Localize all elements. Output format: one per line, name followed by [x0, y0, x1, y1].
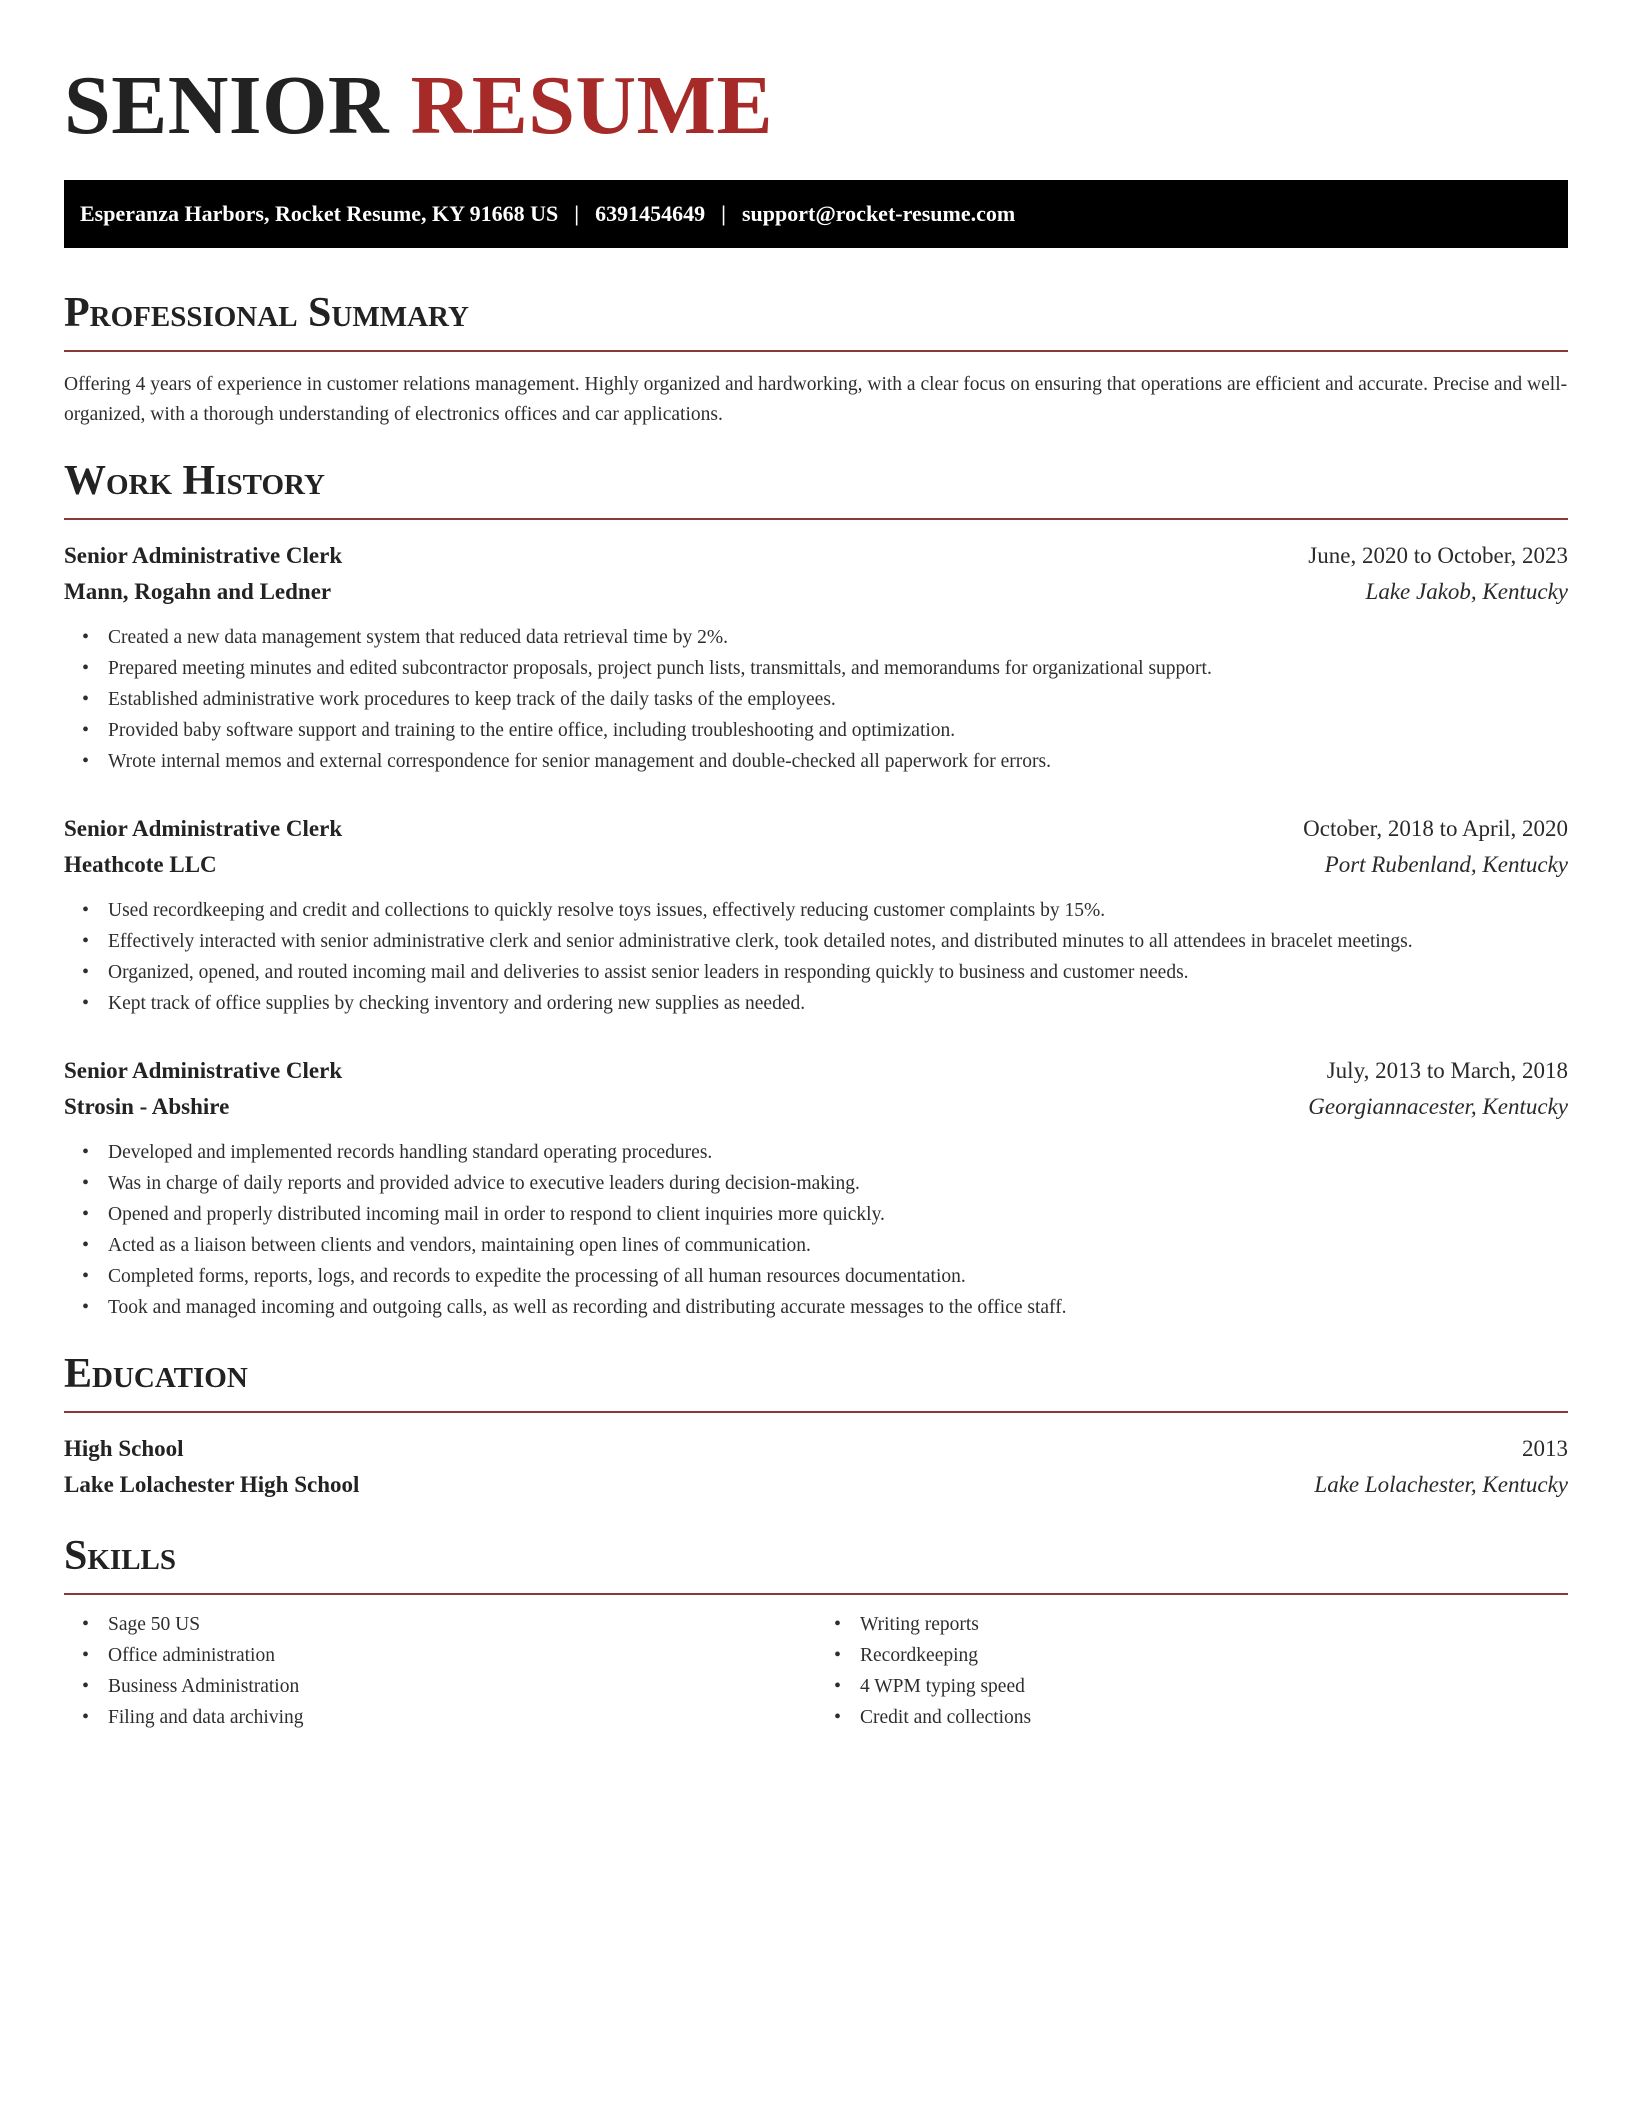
- job-bullet: • Effectively interacted with senior administrative clerk and senior administrative clerk, took detailed notes, and distributed minutes to all attendees in bracelet meetings.: [108, 926, 1568, 957]
- skills-column-left: [64, 1609, 816, 1733]
- job-dates: October, 2018 to April, 2020: [1303, 816, 1568, 841]
- skill-item: • 4 WPM typing speed: [860, 1671, 1568, 1702]
- education-school: Lake Lolachester High School: [64, 1472, 360, 1497]
- contact-separator: |: [721, 201, 726, 226]
- job-bullets: [64, 1137, 1568, 1323]
- education-year: 2013: [1522, 1436, 1568, 1461]
- job-bullet: • Kept track of office supplies by checking inventory and ordering new supplies as needed.: [108, 988, 1568, 1019]
- job-bullet: • Established administrative work procedures to keep track of the daily tasks of the employees.: [108, 684, 1568, 715]
- title-second-word: RESUME: [410, 59, 773, 152]
- job-dates: June, 2020 to October, 2023: [1308, 543, 1568, 568]
- resume-title: [64, 56, 1568, 152]
- section-title-work-history: Work History: [64, 460, 1568, 520]
- job-company: Strosin - Abshire: [64, 1094, 230, 1119]
- job-company: Mann, Rogahn and Ledner: [64, 579, 332, 604]
- skill-item: • Recordkeeping: [860, 1640, 1568, 1671]
- job-position: Senior Administrative Clerk: [64, 543, 343, 568]
- job-bullets: [64, 622, 1568, 777]
- job-company: Heathcote LLC: [64, 852, 217, 877]
- job-bullet: • Wrote internal memos and external correspondence for senior management and double-checked all paperwork for errors.: [108, 746, 1568, 777]
- skill-item: • Credit and collections: [860, 1702, 1568, 1733]
- skill-item: • Filing and data archiving: [108, 1702, 816, 1733]
- skills-column-right: [816, 1609, 1568, 1733]
- job-entry: [64, 1053, 1568, 1323]
- job-bullet: • Provided baby software support and training to the entire office, including troubleshooting and optimization.: [108, 715, 1568, 746]
- job-entry: [64, 538, 1568, 777]
- job-bullet: • Opened and properly distributed incoming mail in order to respond to client inquiries more quickly.: [108, 1199, 1568, 1230]
- skill-item: • Office administration: [108, 1640, 816, 1671]
- job-bullet: • Completed forms, reports, logs, and records to expedite the processing of all human resources documentation.: [108, 1261, 1568, 1292]
- job-position: Senior Administrative Clerk: [64, 1058, 343, 1083]
- contact-email: support@rocket-resume.com: [741, 201, 1016, 226]
- job-location: Port Rubenland, Kentucky: [1324, 852, 1568, 877]
- job-bullet: • Took and managed incoming and outgoing calls, as well as recording and distributing accurate messages to the office staff.: [108, 1292, 1568, 1323]
- contact-address: Esperanza Harbors, Rocket Resume, KY 91668 US: [80, 201, 559, 226]
- job-bullet: • Used recordkeeping and credit and collections to quickly resolve toys issues, effectively reducing customer complaints by 15%.: [108, 895, 1568, 926]
- education-section: [64, 1353, 1568, 1503]
- job-location: Georgiannacester, Kentucky: [1308, 1094, 1568, 1119]
- education-degree: High School: [64, 1436, 184, 1461]
- job-bullet: • Created a new data management system that reduced data retrieval time by 2%.: [108, 622, 1568, 653]
- contact-bar: [64, 180, 1568, 248]
- section-title-education: Education: [64, 1353, 1568, 1413]
- job-bullet: • Developed and implemented records handling standard operating procedures.: [108, 1137, 1568, 1168]
- job-dates: July, 2013 to March, 2018: [1326, 1058, 1568, 1083]
- education-entry: [64, 1431, 1568, 1503]
- summary-section: [64, 292, 1568, 430]
- skill-item: • Business Administration: [108, 1671, 816, 1702]
- job-entry: [64, 811, 1568, 1019]
- education-location: Lake Lolachester, Kentucky: [1314, 1472, 1568, 1497]
- job-bullet: • Was in charge of daily reports and provided advice to executive leaders during decision-making.: [108, 1168, 1568, 1199]
- job-bullet: • Organized, opened, and routed incoming mail and deliveries to assist senior leaders in responding quickly to business and customer needs.: [108, 957, 1568, 988]
- section-title-summary: Professional Summary: [64, 292, 1568, 352]
- summary-text: Offering 4 years of experience in customer relations management. Highly organized and hardworking, with a clear focus on ensuring that operations are efficient and accurate. Precise and well-organized, with a thorough understanding of electronics offices and car applications.: [64, 374, 1568, 425]
- contact-separator: |: [574, 201, 580, 226]
- job-bullet: • Acted as a liaison between clients and vendors, maintaining open lines of communication.: [108, 1230, 1568, 1261]
- section-title-skills: Skills: [64, 1535, 1568, 1595]
- contact-phone: 6391454649: [595, 201, 706, 226]
- job-bullet: • Prepared meeting minutes and edited subcontractor proposals, project punch lists, transmittals, and memorandums for organizational support.: [108, 653, 1568, 684]
- skill-item: • Sage 50 US: [108, 1609, 816, 1640]
- skills-list: [64, 1609, 1568, 1733]
- job-bullets: [64, 895, 1568, 1019]
- job-location: Lake Jakob, Kentucky: [1365, 579, 1568, 604]
- work-history-section: [64, 460, 1568, 1323]
- skill-item: • Writing reports: [860, 1609, 1568, 1640]
- title-first-word: SENIOR: [64, 59, 390, 152]
- skills-section: [64, 1535, 1568, 1733]
- job-position: Senior Administrative Clerk: [64, 816, 343, 841]
